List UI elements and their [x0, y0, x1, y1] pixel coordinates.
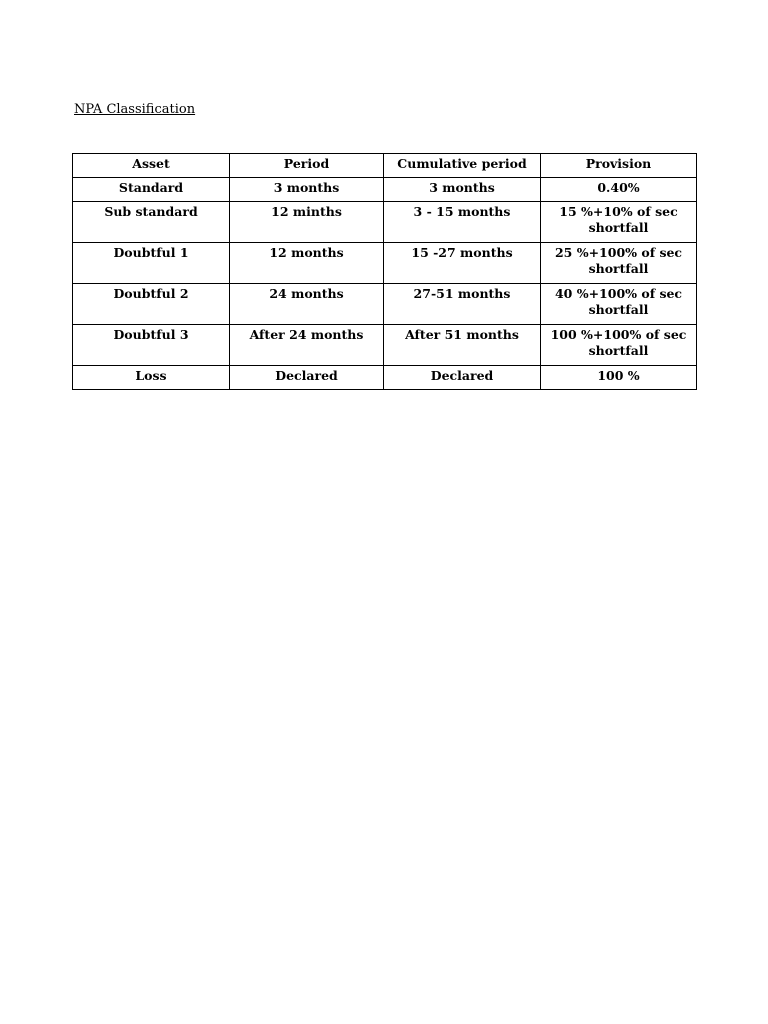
cell-period: After 24 months	[230, 325, 384, 366]
cell-cumulative-period: Declared	[384, 366, 541, 390]
cell-asset: Doubtful 2	[73, 284, 230, 325]
cell-asset: Doubtful 1	[73, 243, 230, 284]
table-row	[73, 243, 697, 284]
cell-cumulative-period: 27-51 months	[384, 284, 541, 325]
header-cumulative-period: Cumulative period	[384, 154, 541, 178]
cell-period: Declared	[230, 366, 384, 390]
header-asset: Asset	[73, 154, 230, 178]
cell-cumulative-period: 3 - 15 months	[384, 202, 541, 243]
cell-cumulative-period: After 51 months	[384, 325, 541, 366]
cell-period: 12 minths	[230, 202, 384, 243]
cell-asset: Loss	[73, 366, 230, 390]
cell-cumulative-period: 3 months	[384, 178, 541, 202]
table-row	[73, 178, 697, 202]
cell-provision: 25 %+100% of sec shortfall	[541, 243, 697, 284]
cell-period: 3 months	[230, 178, 384, 202]
cell-provision: 0.40%	[541, 178, 697, 202]
cell-provision: 40 %+100% of sec shortfall	[541, 284, 697, 325]
cell-provision: 100 %	[541, 366, 697, 390]
table-row	[73, 202, 697, 243]
cell-period: 24 months	[230, 284, 384, 325]
cell-asset: Sub standard	[73, 202, 230, 243]
table-row	[73, 325, 697, 366]
cell-asset: Standard	[73, 178, 230, 202]
header-period: Period	[230, 154, 384, 178]
cell-asset: Doubtful 3	[73, 325, 230, 366]
table-row	[73, 366, 697, 390]
header-provision: Provision	[541, 154, 697, 178]
table-row	[73, 284, 697, 325]
page-title: NPA Classification	[74, 102, 196, 117]
npa-classification-table	[72, 153, 697, 390]
cell-provision: 100 %+100% of sec shortfall	[541, 325, 697, 366]
cell-period: 12 months	[230, 243, 384, 284]
table-header-row	[73, 154, 697, 178]
cell-provision: 15 %+10% of sec shortfall	[541, 202, 697, 243]
cell-cumulative-period: 15 -27 months	[384, 243, 541, 284]
